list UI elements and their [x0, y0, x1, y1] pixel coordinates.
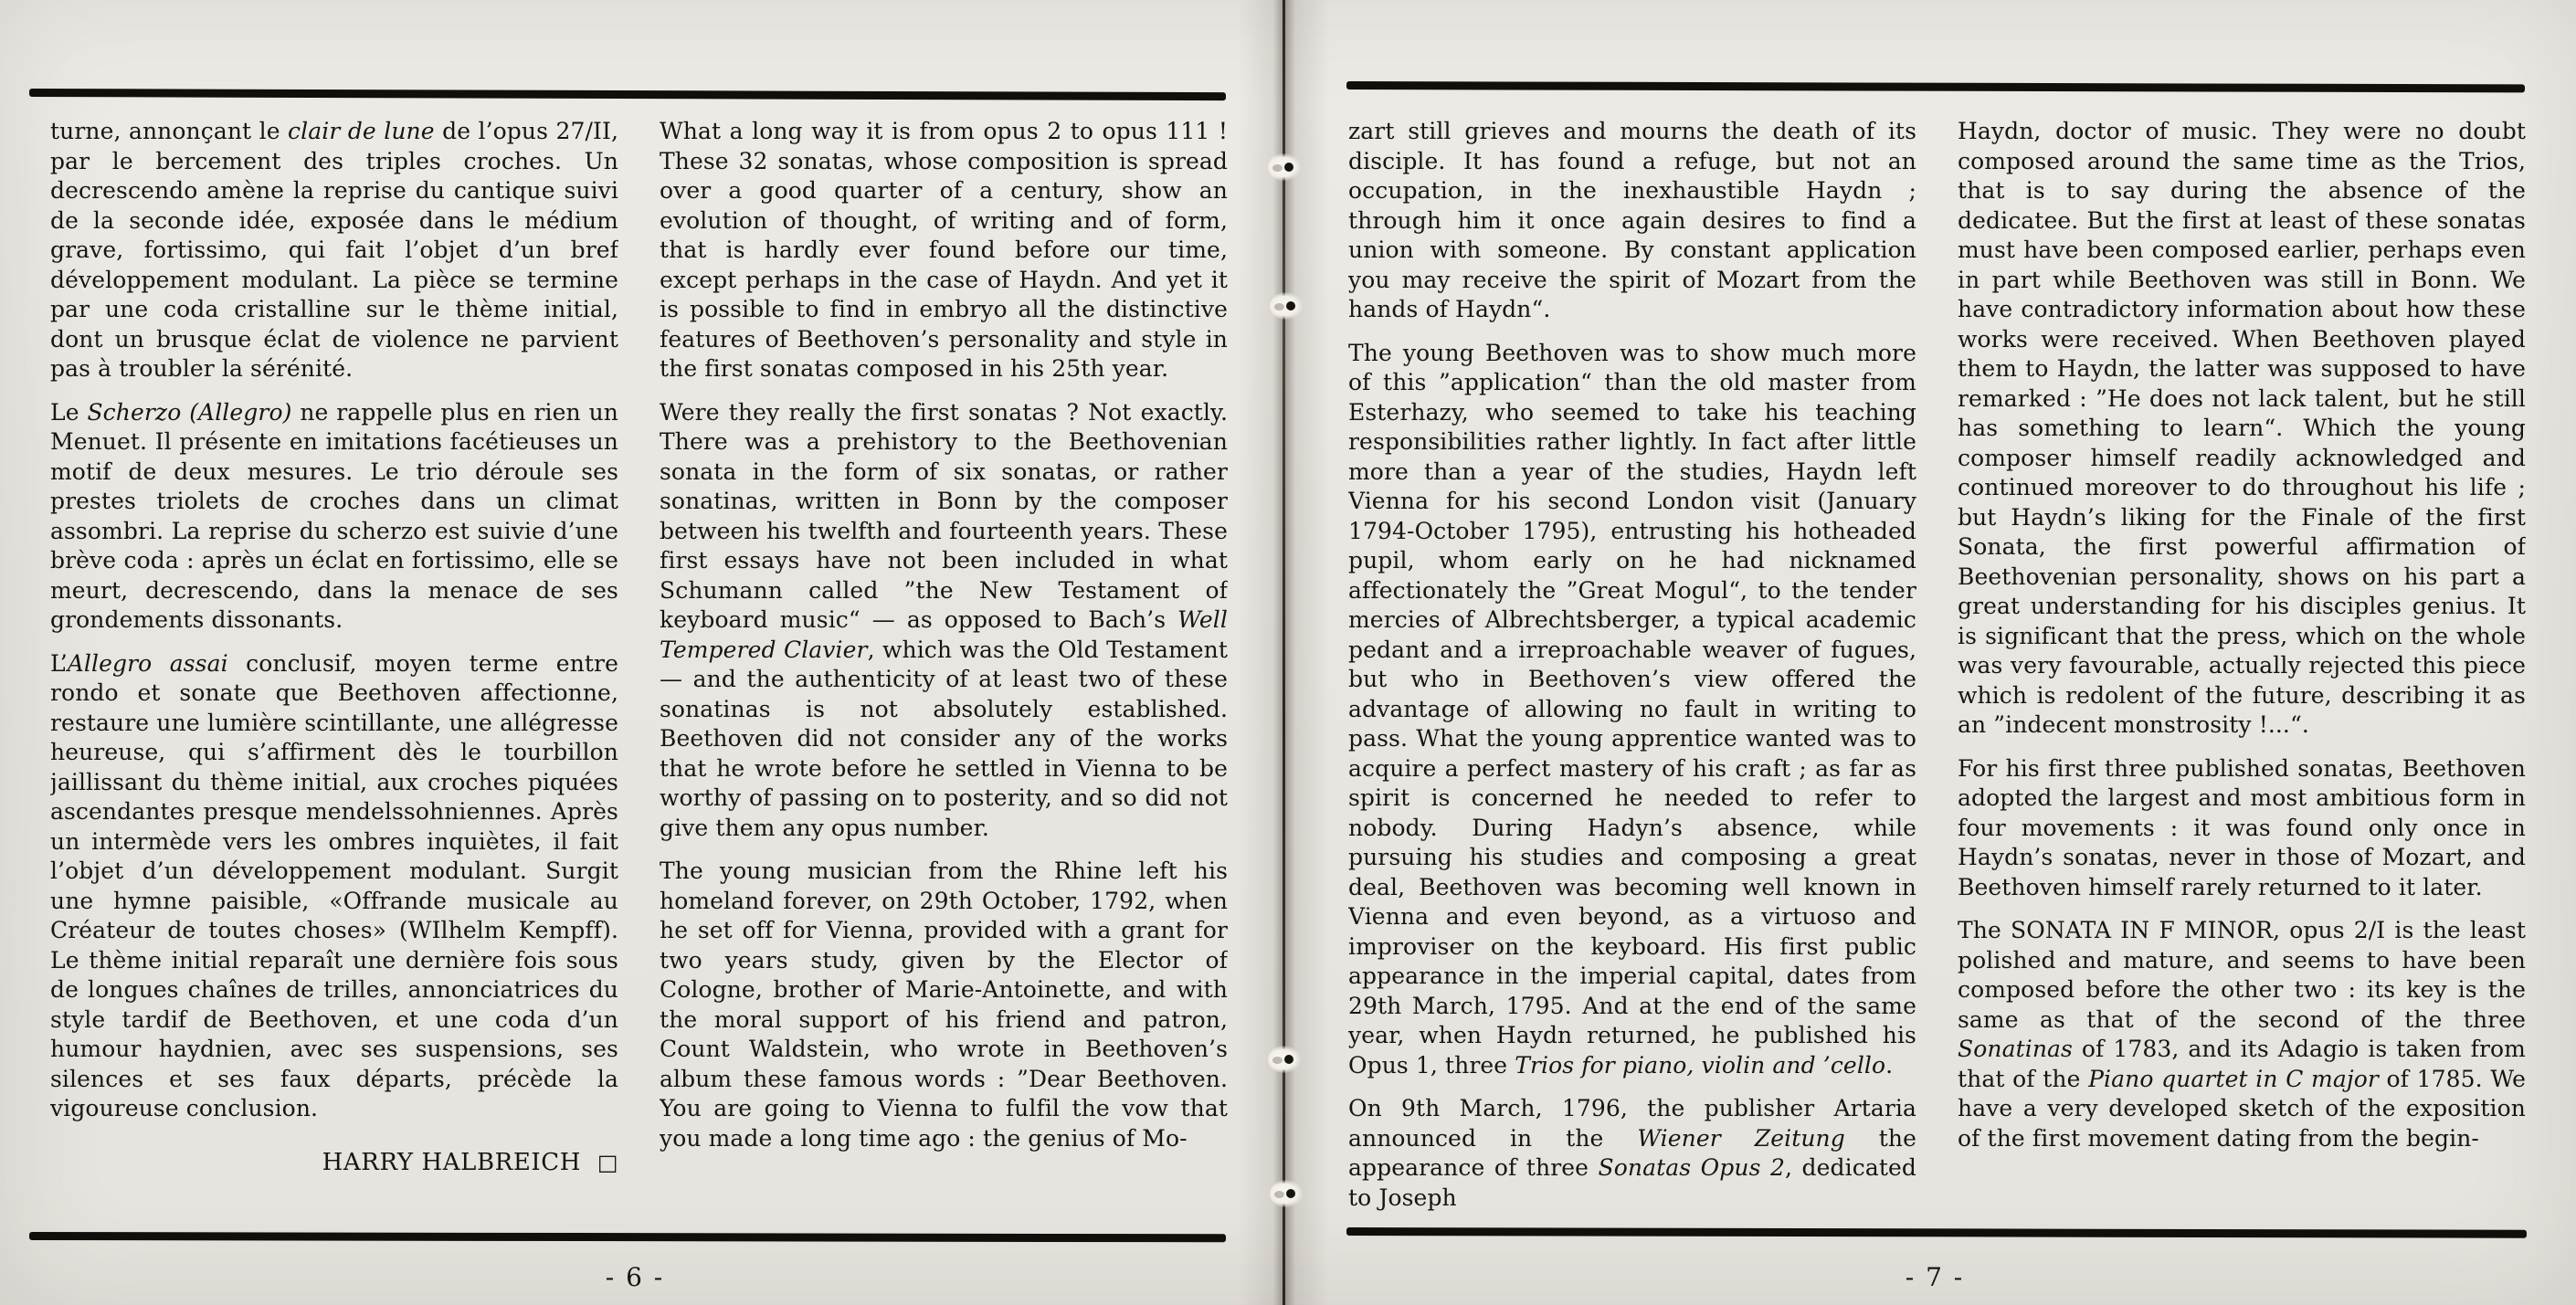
paragraph: turne, annonçant le clair de lune de l’opus 27/II, par le bercement des triples croches. Un decrescendo amène la reprise du cantique suivi de la seconde idée, exposée dans le médium grave, fortissimo, qui fait l’objet d’un bref développement modulant. La pièce se termine par une coda cristalline sur le thème initial, dont un brusque éclat de violence ne parvient pas à troubler la sérénité.: [50, 118, 618, 382]
paragraph: For his first three published sonatas, Beethoven adopted the largest and most ambitious form in four movements : it was found only once in Haydn’s sonatas, never in those of Mozart, and Beethoven himself rarely returned to it later.: [1958, 754, 2526, 900]
binding-fold-line: [1283, 0, 1285, 1305]
column-english-text-3: [1958, 117, 2526, 1236]
paragraph: What a long way it is from opus 2 to opus 111 ! These 32 sonatas, whose composition is spread over a good quarter of a century, show an evolution of thought, of writing and of form, that is hardly ever found before our time, except perhaps in the case of Haydn. And yet it is possible to find in embryo all the distinctive features of Beethoven’s personality and style in the first sonatas composed in his 25th year.: [660, 118, 1228, 382]
paragraph: Were they really the first sonatas ? Not exactly. There was a prehistory to the Beethovenian sonata in the form of six sonatas, or rather sonatinas, written in Bonn by the composer between his twelfth and fourteenth years. These first essays have not been included in what Schumann called ”the New Testament of keyboard music“ — as opposed to Bach’s Well Tempered Clavier, which was the Old Testament — and the authenticity of at least two of these sonatinas is not absolutely established. Beethoven did not consider any of the works that he wrote before he settled in Vienna to be worthy of passing on to posterity, and so did not give them any opus number.: [660, 398, 1228, 841]
top-rule-left-page: [29, 89, 1226, 100]
paragraph: Le Scherzo (Allegro) ne rappelle plus en rien un Menuet. Il présente en imitations facétieuses un motif de deux mesures. Le trio déroule ses prestes triolets de croches dans un climat assombri. La reprise du scherzo est suivie d’une brève coda : après un éclat en fortissimo, elle se meurt, decrescendo, dans la menace de ses grondements dissonants.: [50, 398, 618, 633]
paragraph: L’Allegro assai conclusif, moyen terme entre rondo et sonate que Beethoven affectionne, restaure une lumière scintillante, une allégresse heureuse, qui s’affirment dès le tourbillon jaillissant du thème initial, aux croches piquées ascendantes presque mendelssohniennes. Après un intermède vers les ombres inquiètes, il fait l’objet d’un développement modulant. Surgit une hymne paisible, «Offrande musicale au Créateur de toutes choses» (WIlhelm Kempff). Le thème initial reparaît une dernière fois sous de longues chaînes de trilles, annonciatrices du style tardif de Beethoven, et une coda d’un humour haydnien, avec ses suspensions, ses silences et ses faux départs, précède la vigoureuse conclusion.: [50, 649, 618, 1121]
paragraph: The SONATA IN F MINOR, opus 2/I is the least polished and mature, and seems to have been composed before the other two : its key is the same as that of the second of the three Sonatinas of 1783, and its Adagio is taken from that of the Piano quartet in C major of 1785. We have a very developed sketch of the exposition of the first movement dating from the begin-: [1958, 917, 2526, 1152]
column-french-text: [50, 117, 618, 1236]
page-number-left: - 6 -: [605, 1262, 665, 1292]
binding-staple-4: [1270, 1180, 1303, 1207]
page-number-right: - 7 -: [1905, 1262, 1965, 1292]
paragraph: On 9th March, 1796, the publisher Artaria announced in the Wiener Zeitung the appearance of three Sonatas Opus 2, dedicated to Joseph: [1348, 1095, 1916, 1211]
author-byline: HARRY HALBREICH □: [322, 1148, 618, 1176]
binding-staple-2: [1270, 292, 1303, 320]
binding-staple-1: [1268, 153, 1301, 181]
paragraph: zart still grieves and mourns the death of its disciple. It has found a refuge, but not an occupation, in the inexhaustible Haydn ; through him it once again desires to find a union with someone. By constant application you may receive the spirit of Mozart from the hands of Haydn“.: [1348, 118, 1916, 322]
column-english-text-2: [1348, 117, 1916, 1236]
column-english-text-1: [660, 117, 1228, 1236]
end-of-article-box-icon: □: [596, 1149, 618, 1175]
binding-staple-3: [1268, 1046, 1301, 1073]
paragraph: The young Beethoven was to show much more of this ”application“ than the old master from Esterhazy, who seemed to take his teaching responsibilities rather lightly. In fact after little more than a year of the studies, Haydn left Vienna for his second London visit (January 1794-October 1795), entrusting his hotheaded pupil, whom early on he had nicknamed affectionately the ”Great Mogul“, to the tender mercies of Albrechtsberger, a typical academic pedant and a irreproachable weaver of fugues, but who in Beethoven’s view offered the advantage of allowing no fault in writing to pass. What the young apprentice wanted was to acquire a perfect mastery of his craft ; as far as spirit is concerned he needed to refer to nobody. During Hadyn’s absence, while pursuing his studies and composing a great deal, Beethoven was becoming well known in Vienna and even beyond, as a virtuoso and improviser on the keyboard. His first public appearance in the imperial capital, dates from 29th March, 1795. And at the end of the same year, when Haydn returned, he published his Opus 1, three Trios for piano, violin and ’cello.: [1348, 339, 1916, 1079]
paragraph: Haydn, doctor of music. They were no doubt composed around the same time as the Trios, that is to say during the absence of the dedicatee. But the first at least of these sonatas must have been composed earlier, perhaps even in part while Beethoven was still in Bonn. We have contradictory information about how these works were received. When Beethoven played them to Haydn, the latter was supposed to have remarked : ”He does not lack talent, but he still has something to learn“. Which the young composer himself readily acknowledged and continued moreover to do throughout his life ; but Haydn’s liking for the Finale of the first Sonata, the first powerful affirmation of Beethovenian personality, shows on his part a great understanding for his disciples genius. It is significant that the press, which on the whole was very favourable, actually rejected this piece which is redolent of the future, describing it as an ”indecent monstrosity !...“.: [1958, 118, 2526, 738]
top-rule-right-page: [1346, 81, 2525, 92]
paragraph: The young musician from the Rhine left his homeland forever, on 29th October, 1792, when he set off for Vienna, provided with a grant for two years study, given by the Elector of Cologne, brother of Marie-Antoinette, and with the moral support of his friend and patron, Count Waldstein, who wrote in Beethoven’s album these famous words : ”Dear Beethoven. You are going to Vienna to fulfil the vow that you made a long time ago : the genius of Mo-: [660, 858, 1228, 1152]
